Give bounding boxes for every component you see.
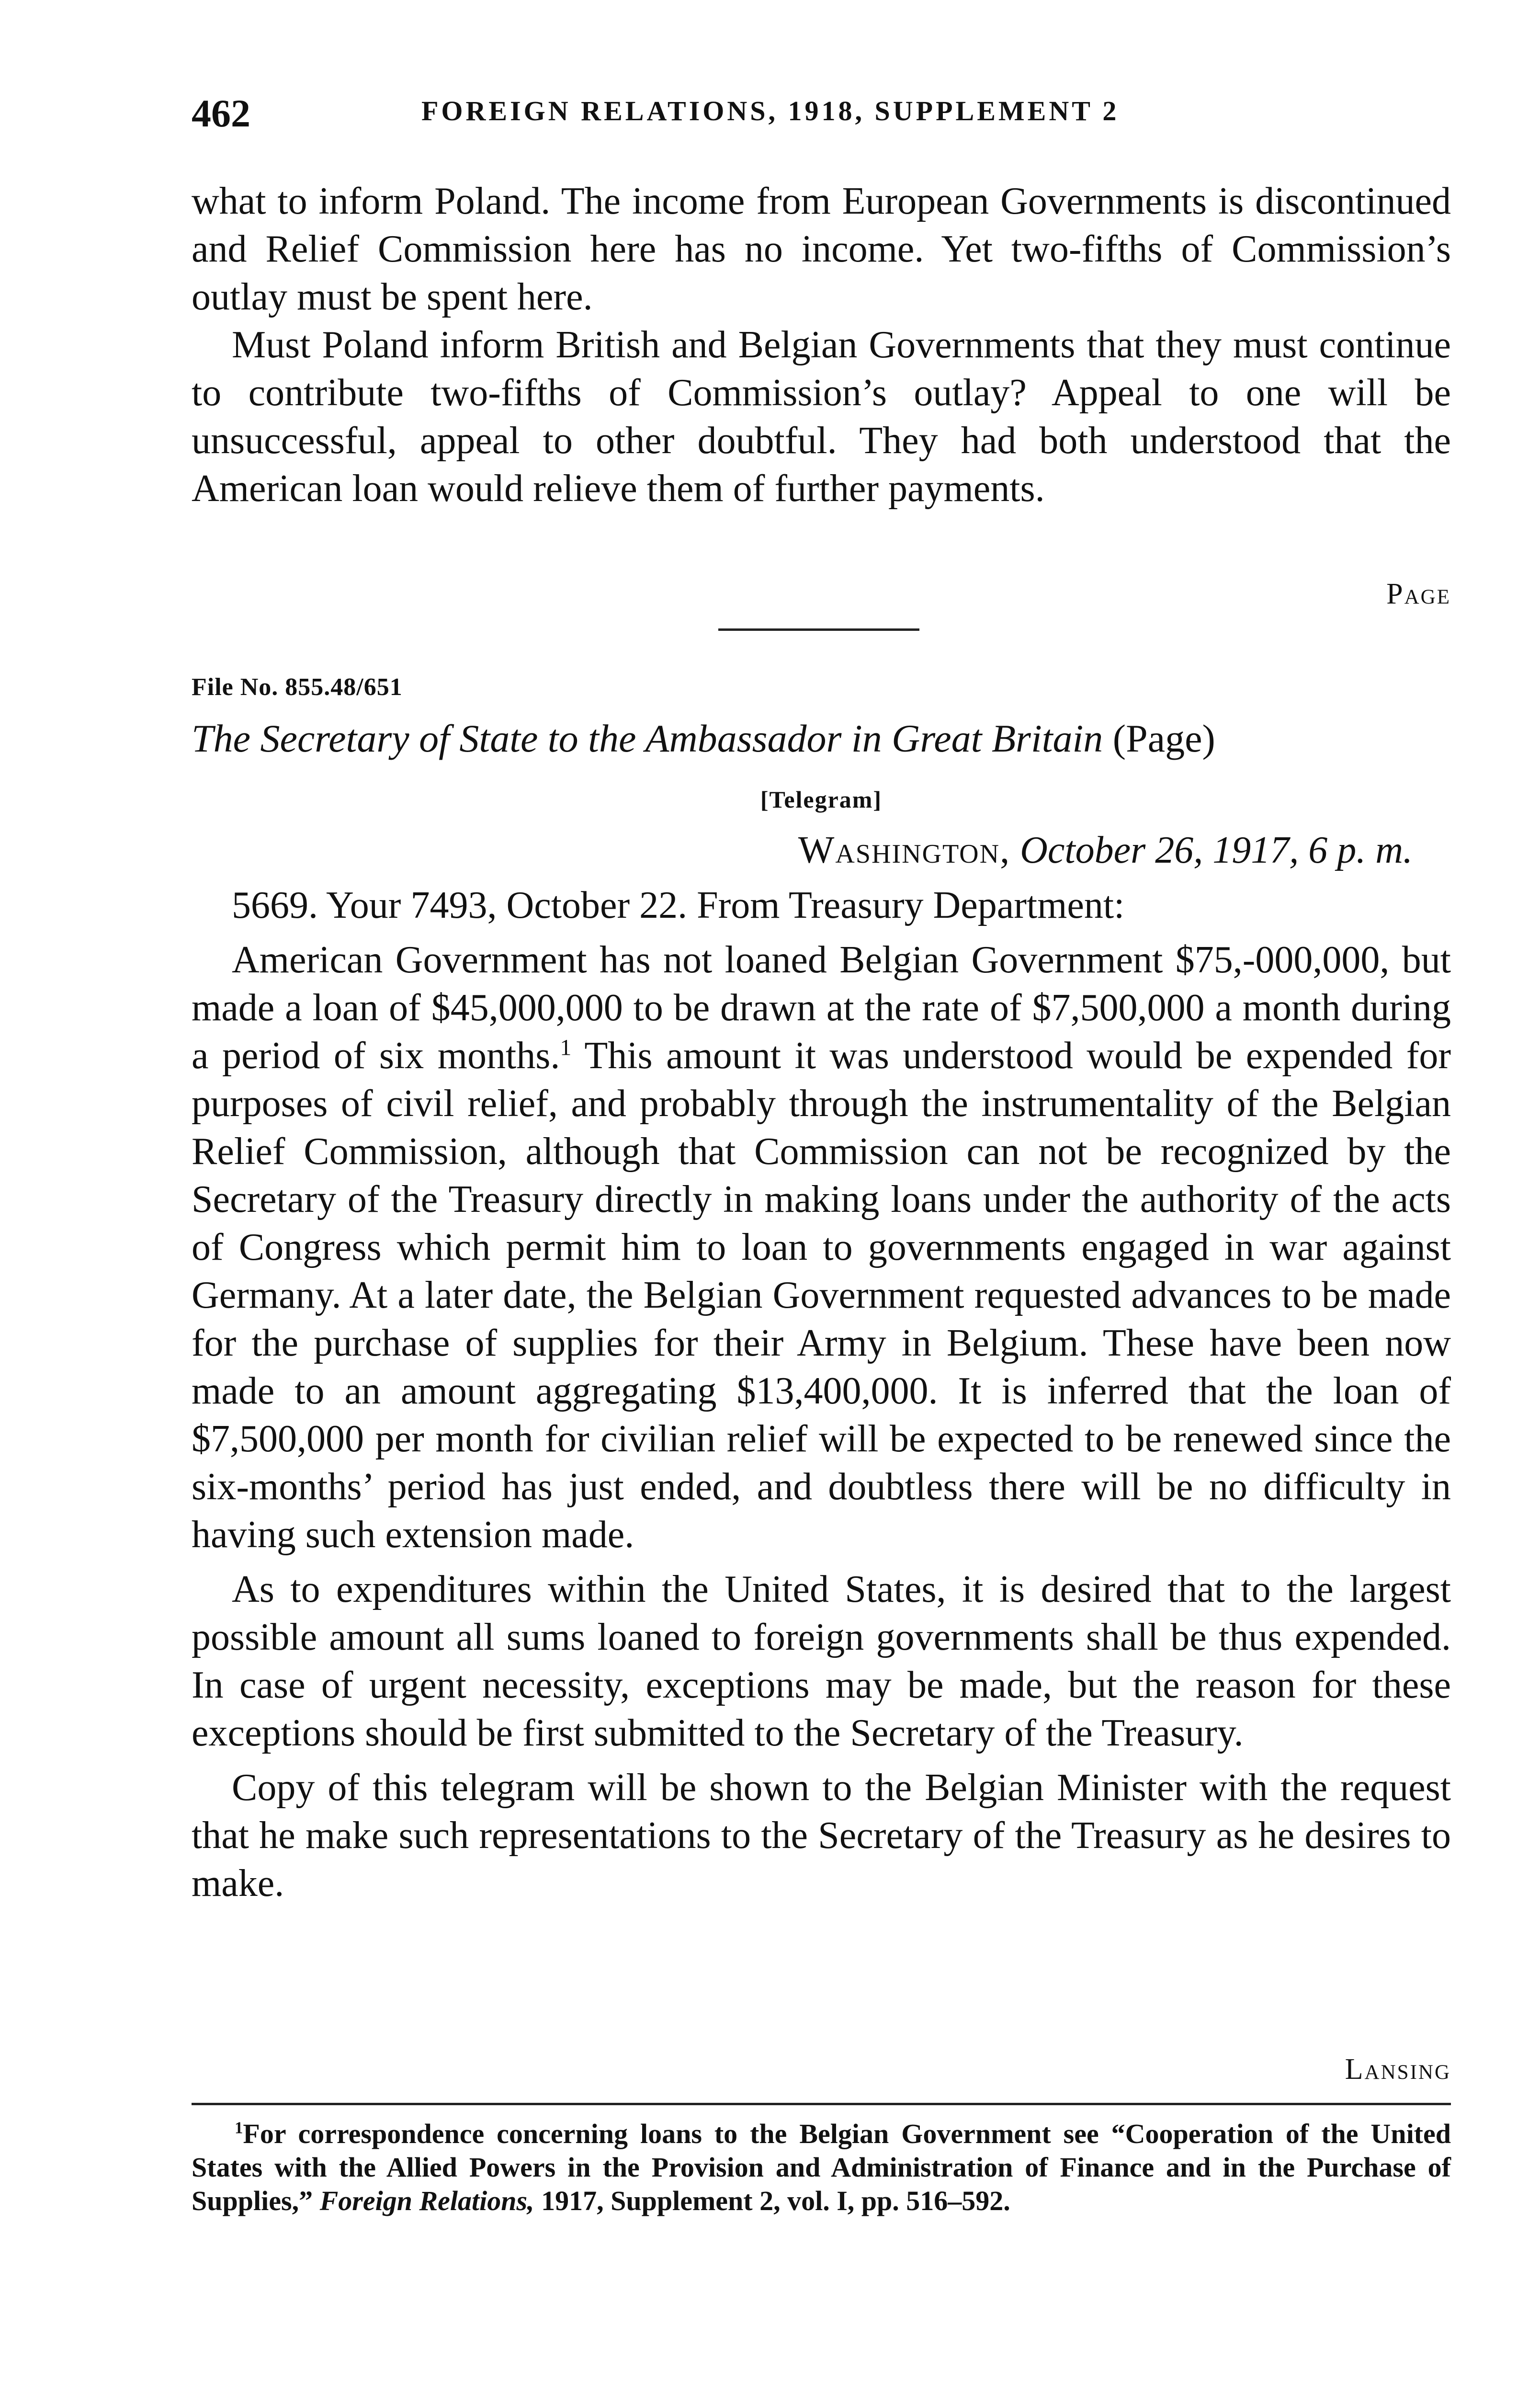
page-number: 462 xyxy=(192,91,250,135)
footnote-text-after: 1917, Supplement 2, vol. I, pp. 516–592. xyxy=(541,2185,1010,2216)
running-header xyxy=(192,91,1451,144)
document-title xyxy=(192,716,1451,761)
running-title: FOREIGN RELATIONS, 1918, SUPPLEMENT 2 xyxy=(421,95,1120,126)
paragraph-loan-part-1: American Government has not loaned Belgian Government $75,-000,000, but made a loan of $45,000,000 to be drawn at the rate of $7,500,000 a month during a period of six months. xyxy=(192,939,1451,1077)
footnote-marker: 1 xyxy=(235,2118,243,2137)
previous-document-text xyxy=(192,177,1451,513)
paragraph-copy: Copy of this telegram will be shown to the Belgian Minister with the request that he make such representations to the Secretary of the Treasury as he desires to make. xyxy=(192,1767,1451,1905)
footnote xyxy=(192,2117,1451,2218)
document-title-main: The Secretary of State to the Ambassador in Great Britain xyxy=(192,717,1103,760)
dateline-date: October 26, 1917, 6 p. m. xyxy=(1020,829,1413,871)
dateline-place: Washington, xyxy=(798,829,1011,871)
footnote-reference: 1 xyxy=(560,1035,572,1061)
document-page xyxy=(192,0,1451,2395)
dateline xyxy=(798,829,1413,872)
signature-lansing: Lansing xyxy=(1345,2053,1451,2086)
signature-page: Page xyxy=(1386,578,1451,610)
paragraph: Must Poland inform British and Belgian Governments that they must continue to contribute two-fifths of Commission’s outlay? Appeal to one will be unsuccessful, appeal to other doubtful. They had both understood that the American loan would relieve them of further payments. xyxy=(192,324,1451,510)
paragraph-telegram-number: 5669. Your 7493, October 22. From Treasury Department: xyxy=(232,884,1125,926)
document-divider xyxy=(718,628,919,631)
document-title-recipient: (Page) xyxy=(1112,717,1215,760)
paragraph-continuation: what to inform Poland. The income from European Governments is discontinued and Relief Commission here has no income. Yet two-fifths of Commission’s outlay must be spent here. xyxy=(192,180,1451,318)
paragraph-expenditures: As to expenditures within the United States, it is desired that to the largest possible amount all sums loaned to foreign governments shall be thus expended. In case of urgent necessity, exceptions may be made, but the reason for these exceptions should be first submitted to the Secretary of the Treasury. xyxy=(192,1568,1451,1754)
footnote-text-before: For correspondence concerning loans to the Belgian Government see “Cooperation of the United States with the Allied Powers in the Provision and Administration of Finance and in the Purchase of Supplies,” xyxy=(192,2118,1451,2216)
paragraph-loan xyxy=(192,936,1451,1559)
telegram-label: [Telegram] xyxy=(760,786,883,813)
footnote-text-italic: Foreign Relations, xyxy=(319,2185,534,2216)
footnote-rule xyxy=(192,2103,1451,2105)
file-number: File No. 855.48/651 xyxy=(192,673,403,701)
document-body xyxy=(192,881,1451,1914)
paragraph-loan-part-2: This amount it was understood would be expended for purposes of civil relief, and probably through the instrumentality of the Belgian Relief Commission, although that Commission can not be recognized by the Secretary of the Treasury directly in making loans under the authority of the acts of Congress which permit him to loan to governments engaged in war against Germany. At a later date, the Belgian Government requested advances to be made for the purchase of supplies for their Army in Belgium. These have been now made to an amount aggregating $13,400,000. It is inferred that the loan of $7,500,000 per month for civilian relief will be expected to be renewed since the six-months’ period has just ended, and doubtless there will be no difficulty in having such extension made. xyxy=(192,1035,1451,1556)
